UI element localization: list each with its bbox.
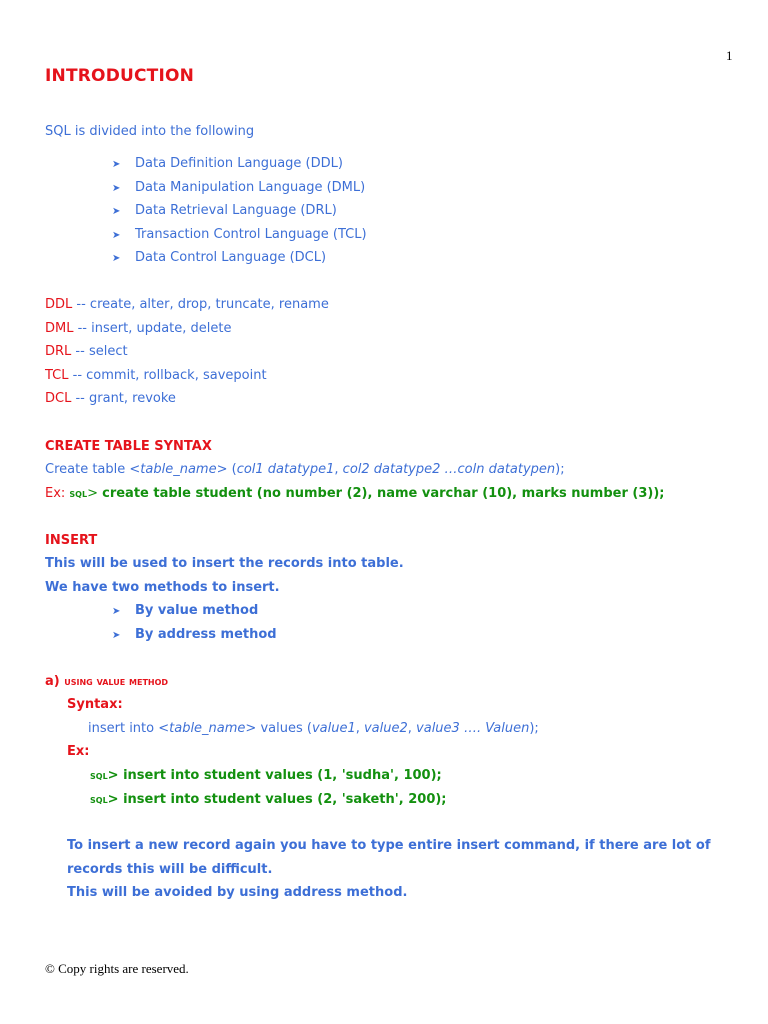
syntax-placeholder: col2 datatype2 …coln datatypen: [342, 462, 556, 477]
example-command: insert into student values (2, 'saketh', 200);: [123, 792, 447, 807]
page-title: INTRODUCTION: [45, 66, 195, 86]
syntax-placeholder: value1: [311, 721, 356, 736]
sql-prompt-label: sql: [69, 486, 88, 500]
arrow-bullet-icon: ➤: [112, 629, 121, 641]
command-value: select: [88, 344, 128, 359]
syntax-placeholder: table_name: [140, 462, 217, 477]
list-item: [112, 250, 367, 274]
command-value: create, alter, drop, truncate, rename: [89, 297, 329, 312]
sql-prompt-symbol: >: [87, 486, 103, 501]
syntax-placeholder: value2: [363, 721, 408, 736]
list-item: [112, 156, 367, 180]
value-method-heading: [45, 674, 168, 690]
sql-prompt-symbol: >: [107, 792, 124, 807]
syntax-text: );: [555, 462, 565, 477]
create-table-heading: CREATE TABLE SYNTAX: [45, 439, 212, 454]
syntax-placeholder: value3 …. Valuen: [416, 721, 530, 736]
list-item-label: Data Manipulation Language (DML): [135, 179, 366, 195]
create-table-syntax: [45, 462, 565, 478]
syntax-text: ,: [407, 721, 417, 736]
example-line: [90, 791, 447, 808]
example-command: create table student (no number (2), name varchar (10), marks number (3));: [102, 486, 665, 501]
syntax-placeholder: table_name: [169, 721, 246, 736]
example-command: insert into student values (1, 'sudha', 100);: [123, 768, 442, 783]
list-item: [112, 203, 367, 227]
list-item-label: Data Definition Language (DDL): [135, 156, 343, 171]
command-row-dml: [45, 321, 232, 337]
syntax-text: insert into <: [88, 721, 170, 736]
sql-prompt-label: sql: [90, 768, 108, 782]
intro-text: SQL is divided into the following: [45, 124, 255, 139]
command-key: DCL: [45, 391, 72, 406]
create-table-example: [45, 485, 664, 502]
arrow-bullet-icon: ➤: [112, 253, 121, 265]
example-line: [90, 767, 442, 784]
example-label: Ex:: [45, 486, 70, 501]
page-number: 1: [726, 48, 733, 63]
insert-methods-intro: We have two methods to insert.: [45, 580, 280, 595]
command-separator: --: [73, 321, 92, 336]
list-item-label: Data Control Language (DCL): [135, 250, 327, 266]
syntax-text: > values (: [245, 721, 312, 736]
syntax-text: > (: [216, 462, 237, 477]
syntax-label: Syntax:: [67, 697, 123, 712]
syntax-text: Create table <: [45, 462, 141, 477]
sql-prompt-symbol: >: [107, 768, 124, 783]
list-item-label: Transaction Control Language (TCL): [135, 226, 367, 242]
insert-methods-list: [112, 603, 277, 650]
note-line-3: This will be avoided by using address method.: [67, 885, 408, 900]
value-method-syntax: [88, 721, 539, 737]
list-item-label: Data Retrieval Language (DRL): [135, 203, 337, 219]
syntax-text: );: [529, 721, 539, 736]
command-separator: --: [71, 344, 89, 359]
command-key: DML: [45, 321, 74, 336]
command-value: commit, rollback, savepoint: [86, 368, 267, 383]
note-line-1: To insert a new record again you have to type entire insert command, if there are lot of: [67, 838, 711, 853]
command-value: insert, update, delete: [91, 321, 232, 336]
syntax-text: ,: [355, 721, 364, 736]
arrow-bullet-icon: ➤: [112, 606, 121, 617]
heading-prefix: a): [45, 674, 65, 689]
command-row-tcl: [45, 368, 267, 384]
command-row-drl: [45, 344, 128, 360]
list-item: [112, 227, 367, 251]
arrow-bullet-icon: ➤: [112, 182, 121, 194]
command-key: DDL: [45, 297, 73, 312]
list-item: [112, 627, 277, 651]
copyright-footer: © Copy rights are reserved.: [45, 961, 189, 976]
command-key: TCL: [45, 368, 69, 383]
command-separator: --: [68, 368, 87, 383]
command-row-dcl: [45, 391, 176, 407]
command-separator: --: [72, 297, 90, 312]
list-item-label: By value method: [135, 603, 259, 618]
command-key: DRL: [45, 344, 72, 359]
insert-description: This will be used to insert the records into table.: [45, 556, 404, 571]
command-value: grant, revoke: [89, 391, 176, 406]
syntax-placeholder: col1 datatype1: [236, 462, 335, 477]
sql-prompt-label: sql: [90, 792, 108, 806]
example-label: Ex:: [67, 744, 90, 759]
heading-text: using value method: [64, 675, 169, 688]
arrow-bullet-icon: ➤: [112, 229, 121, 241]
sql-categories-list: [112, 156, 367, 274]
command-row-ddl: [45, 297, 329, 313]
list-item-label: By address method: [135, 626, 277, 642]
syntax-text: ,: [334, 462, 343, 477]
arrow-bullet-icon: ➤: [112, 159, 121, 170]
arrow-bullet-icon: ➤: [112, 206, 121, 218]
insert-heading: INSERT: [45, 533, 98, 548]
list-item: [112, 180, 367, 204]
note-line-2: records this will be difficult.: [67, 862, 273, 877]
list-item: [112, 603, 277, 627]
command-separator: --: [71, 391, 89, 406]
